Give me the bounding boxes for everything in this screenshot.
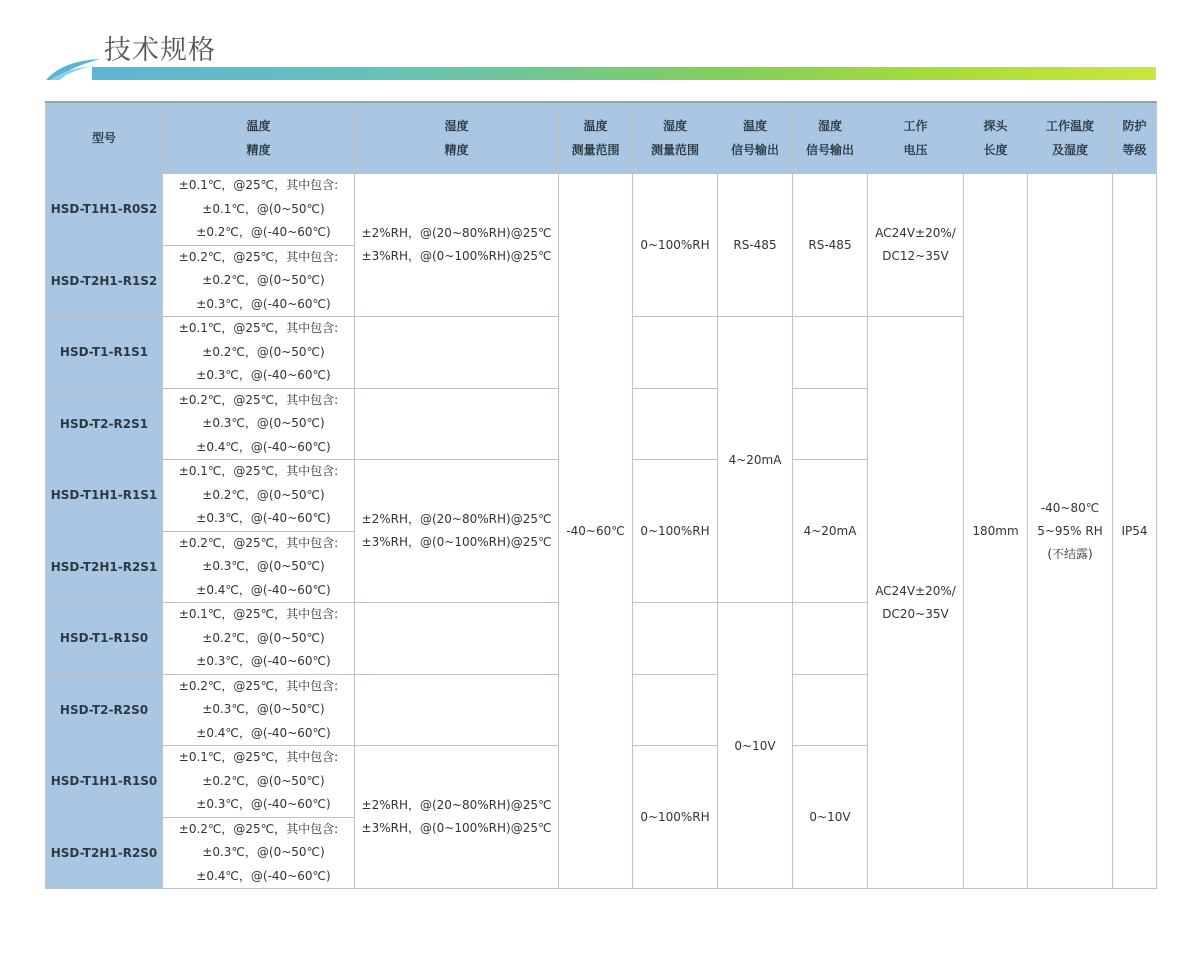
temp-accuracy-cell: ±0.1℃，@25℃，其中包含: ±0.2℃，@(0~50℃) ±0.3℃，@(-40~60℃) bbox=[163, 460, 355, 532]
humidity-range-empty bbox=[633, 674, 718, 746]
temp-accuracy-cell: ±0.2℃，@25℃，其中包含: ±0.3℃，@(0~50℃) ±0.4℃，@(-40~60℃) bbox=[163, 388, 355, 460]
temp-accuracy-cell: ±0.1℃，@25℃，其中包含: ±0.2℃，@(0~50℃) ±0.3℃，@(-40~60℃) bbox=[163, 317, 355, 389]
humidity-range-cell: 0~100%RH bbox=[633, 174, 718, 317]
humidity-range-cell: 0~100%RH bbox=[633, 460, 718, 603]
model-name: HSD-T1-R1S1 bbox=[46, 317, 163, 389]
protection-cell: IP54 bbox=[1113, 174, 1157, 889]
header-voltage: 工作 电压 bbox=[868, 102, 964, 174]
header-temp-accuracy: 温度 精度 bbox=[163, 102, 355, 174]
header-temp-range: 温度 测量范围 bbox=[559, 102, 633, 174]
header-humidity-accuracy: 湿度 精度 bbox=[355, 102, 559, 174]
temp-accuracy-cell: ±0.2℃，@25℃，其中包含: ±0.3℃，@(0~50℃) ±0.4℃，@(-40~60℃) bbox=[163, 531, 355, 603]
header-protection: 防护 等级 bbox=[1113, 102, 1157, 174]
humidity-output-empty bbox=[793, 388, 868, 460]
header-humidity-output: 湿度 信号输出 bbox=[793, 102, 868, 174]
temp-accuracy-cell: ±0.2℃，@25℃，其中包含: ±0.2℃，@(0~50℃) ±0.3℃，@(-40~60℃) bbox=[163, 245, 355, 317]
table-row bbox=[46, 174, 1157, 198]
header-humidity-range: 湿度 测量范围 bbox=[633, 102, 718, 174]
model-name: HSD-T2H1-R2S0 bbox=[46, 817, 163, 889]
humidity-accuracy-cell: ±2%RH，@(20~80%RH)@25℃ ±3%RH，@(0~100%RH)@25℃ bbox=[355, 460, 559, 603]
probe-length-cell: 180mm bbox=[964, 174, 1028, 889]
humidity-output-empty bbox=[793, 317, 868, 389]
humidity-accuracy-empty bbox=[355, 388, 559, 460]
humidity-accuracy-empty bbox=[355, 603, 559, 675]
model-name: HSD-T1-R1S0 bbox=[46, 603, 163, 675]
header-temp-output: 温度 信号输出 bbox=[718, 102, 793, 174]
page-title: 技术规格 bbox=[104, 35, 216, 66]
temp-output-cell: 0~10V bbox=[718, 603, 793, 889]
header-probe-length: 探头 长度 bbox=[964, 102, 1028, 174]
humidity-accuracy-cell: ±2%RH，@(20~80%RH)@25℃ ±3%RH，@(0~100%RH)@25℃ bbox=[355, 746, 559, 889]
model-name: HSD-T2-R2S1 bbox=[46, 388, 163, 460]
voltage-cell: AC24V±20%/ DC20~35V bbox=[868, 317, 964, 889]
temp-output-cell: 4~20mA bbox=[718, 317, 793, 603]
temp-accuracy-cell: ±0.2℃，@25℃，其中包含: ±0.3℃，@(0~50℃) ±0.4℃，@(-40~60℃) bbox=[163, 817, 355, 889]
work-env-cell: -40~80℃ 5~95% RH (不结露) bbox=[1028, 174, 1113, 889]
temp-accuracy-cell: ±0.2℃，@25℃，其中包含: ±0.3℃，@(0~50℃) ±0.4℃，@(-40~60℃) bbox=[163, 674, 355, 746]
temp-range-cell: -40~60℃ bbox=[559, 174, 633, 889]
header-row bbox=[46, 102, 1157, 174]
humidity-output-empty bbox=[793, 674, 868, 746]
humidity-range-empty bbox=[633, 603, 718, 675]
model-name: HSD-T1H1-R1S0 bbox=[46, 746, 163, 818]
temp-accuracy-cell: ±0.1℃，@25℃，其中包含: ±0.2℃，@(0~50℃) ±0.3℃，@(-40~60℃) bbox=[163, 603, 355, 675]
header-gradient-bar bbox=[92, 67, 1156, 80]
model-name: HSD-T1H1-R0S2 bbox=[46, 174, 163, 246]
humidity-accuracy-cell: ±2%RH，@(20~80%RH)@25℃ ±3%RH，@(0~100%RH)@25℃ bbox=[355, 174, 559, 317]
spec-table bbox=[45, 101, 1157, 889]
header-work-env: 工作温度 及湿度 bbox=[1028, 102, 1113, 174]
voltage-cell: AC24V±20%/ DC12~35V bbox=[868, 174, 964, 317]
humidity-range-cell: 0~100%RH bbox=[633, 746, 718, 889]
model-name: HSD-T2-R2S0 bbox=[46, 674, 163, 746]
humidity-output-cell: 0~10V bbox=[793, 746, 868, 889]
model-name: HSD-T2H1-R2S1 bbox=[46, 531, 163, 603]
humidity-range-empty bbox=[633, 388, 718, 460]
temp-accuracy-cell: ±0.1℃，@25℃，其中包含: ±0.2℃，@(0~50℃) ±0.3℃，@(-40~60℃) bbox=[163, 746, 355, 818]
temp-accuracy-cell: ±0.1℃，@25℃，其中包含: ±0.1℃，@(0~50℃) ±0.2℃，@(-40~60℃) bbox=[163, 174, 355, 246]
humidity-accuracy-empty bbox=[355, 317, 559, 389]
humidity-accuracy-empty bbox=[355, 674, 559, 746]
model-name: HSD-T2H1-R1S2 bbox=[46, 245, 163, 317]
humidity-range-empty bbox=[633, 317, 718, 389]
temp-output-cell: RS-485 bbox=[718, 174, 793, 317]
humidity-output-cell: RS-485 bbox=[793, 174, 868, 317]
humidity-output-empty bbox=[793, 603, 868, 675]
model-name: HSD-T1H1-R1S1 bbox=[46, 460, 163, 532]
humidity-output-cell: 4~20mA bbox=[793, 460, 868, 603]
header-model: 型号 bbox=[46, 102, 163, 174]
